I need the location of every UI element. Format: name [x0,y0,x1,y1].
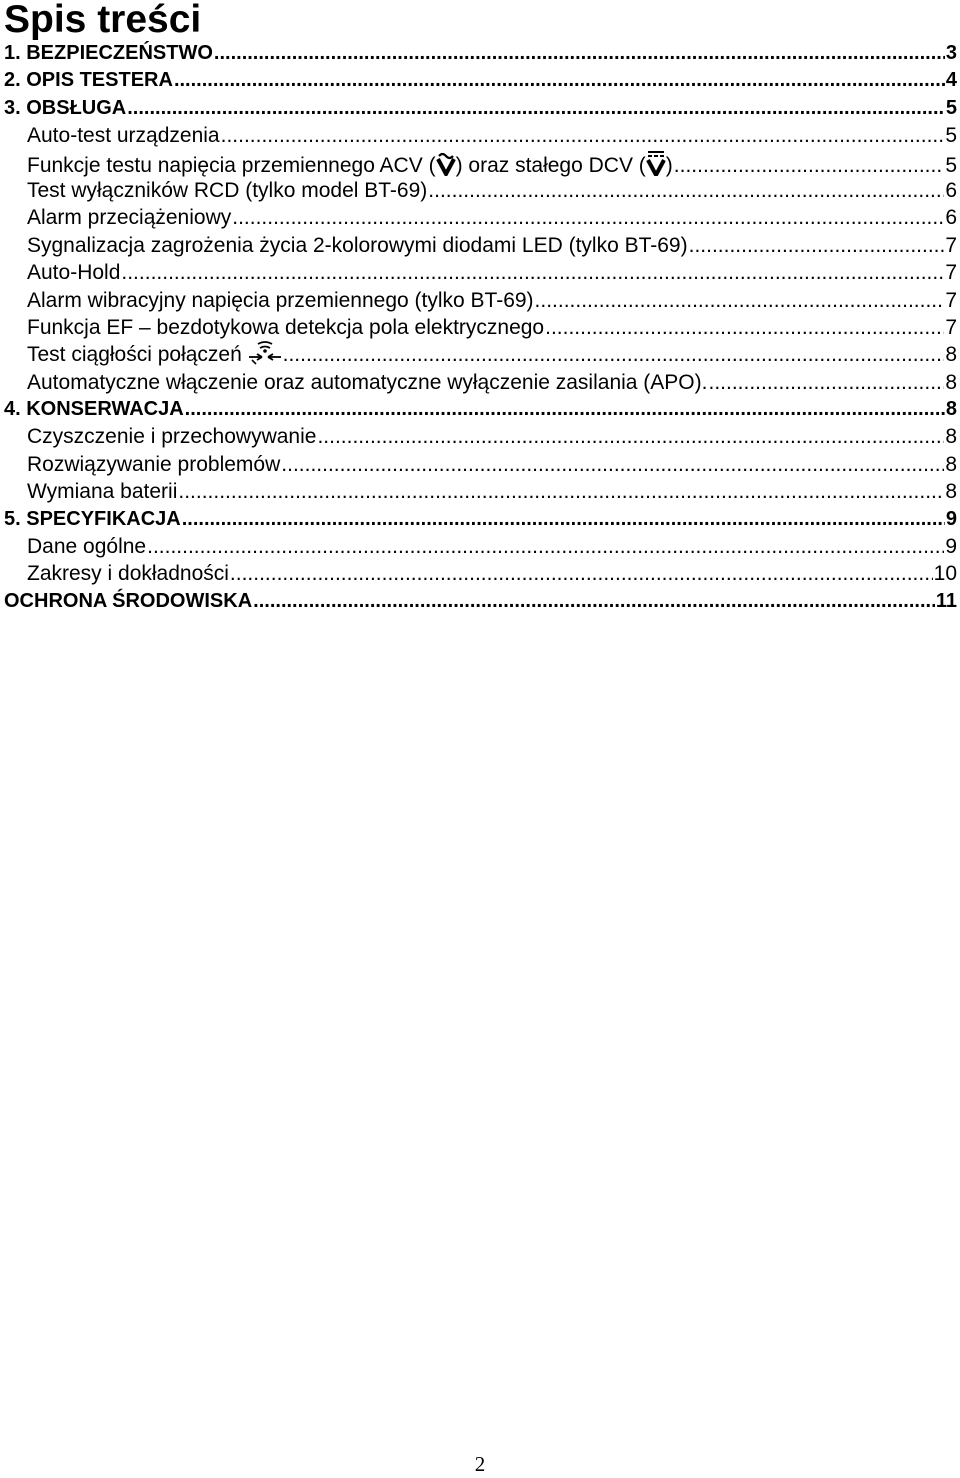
toc-entry-auto-test[interactable] [0,122,957,149]
dot-leader [674,152,945,179]
toc-entry-text: Wymiana baterii [27,480,178,504]
toc-entry-text: 4. KONSERWACJA [4,398,184,421]
page-number-footer: 2 [474,1452,486,1476]
toc-entry-text: Zakresy i dokładności [27,562,229,586]
toc-page-number: 8 [945,343,957,367]
toc-entry-text: 3. OBSŁUGA [4,96,127,119]
toc-entry-test-ciaglosci[interactable] [0,341,957,368]
dot-leader [708,369,944,396]
toc-entry-obsluga[interactable] [0,95,957,122]
toc-entry-text-part: Funkcje testu napięcia przemiennego ACV ( [27,153,436,177]
toc-entry-text: Czyszczenie i przechowywanie [27,425,317,449]
dot-leader [253,588,935,615]
dot-leader [185,396,945,423]
toc-page-number: 7 [945,261,957,285]
toc-page-number: 6 [945,178,957,202]
toc-entry-text: Auto-Hold [27,261,121,285]
dot-leader [428,177,944,204]
toc-entry-text: 5. SPECYFIKACJA [4,507,181,530]
toc-page-number: 7 [945,288,957,312]
toc-page-number: 8 [945,425,957,449]
toc-entry-text: OCHRONA ŚRODOWISKA [4,589,253,612]
toc-page-number: 9 [945,535,957,559]
toc-entry-konserwacja[interactable] [0,396,957,423]
toc-entry-auto-hold[interactable] [0,259,957,286]
toc-entry-rozwiazywanie-problemow[interactable] [0,451,957,478]
toc-entry-ochrona-srodowiska[interactable] [0,588,957,615]
toc-entry-funkcja-ef[interactable] [0,314,957,341]
toc-entry-text: Funkcja EF – bezdotykowa detekcja pola elektrycznego [27,315,545,339]
dot-leader [147,533,944,560]
toc-entry-text-part: ) [665,153,673,177]
toc-entry-alarm-przeciazeniowy[interactable] [0,204,957,231]
toc-entry-text-part: ) oraz stałego DCV ( [455,153,646,177]
toc-entry-text: Alarm wibracyjny napięcia przemiennego (tylko BT-69) [27,288,534,312]
toc-page-number: 8 [945,452,957,476]
toc-page-number: 10 [933,562,957,586]
toc-page-number: 6 [945,206,957,230]
toc-entry-text: Test wyłączników RCD (tylko model BT-69) [27,178,428,202]
dot-leader [182,506,945,533]
toc-page-number: 5 [945,96,957,119]
toc-entry-zakresy[interactable] [0,560,957,587]
toc-entry-text: 1. BEZPIECZEŃSTWO [4,42,213,64]
toc-entry-text: Rozwiązywanie problemów [27,452,281,476]
dot-leader [545,314,944,341]
toc-entry-opis-testera[interactable] [0,67,957,94]
toc-title: Spis treści [4,0,202,41]
toc-entry-text: Auto-test urządzenia [27,124,220,148]
table-of-contents [0,40,957,615]
dot-leader [178,478,944,505]
dot-leader [317,423,944,450]
toc-page-number: 8 [945,370,957,394]
toc-entry-text [27,150,673,179]
toc-entry-czyszczenie[interactable] [0,423,957,450]
toc-page-number: 5 [945,153,957,177]
toc-entry-text [27,341,282,368]
toc-entry-text: 2. OPIS TESTERA [4,69,173,92]
continuity-buzzer-icon [248,341,282,365]
toc-entry-dane-ogolne[interactable] [0,533,957,560]
toc-page-number: 7 [945,233,957,257]
toc-entry-wymiana-baterii[interactable] [0,478,957,505]
toc-entry-apo[interactable] [0,369,957,396]
toc-page-number: 5 [945,124,957,148]
toc-entry-text: Alarm przeciążeniowy [27,206,232,230]
ac-voltage-icon [436,152,456,176]
toc-entry-test-rcd[interactable] [0,177,957,204]
toc-entry-acv-dcv[interactable] [0,150,957,177]
dot-leader [281,451,944,478]
toc-entry-text-part: Test ciągłości połączeń [27,343,242,367]
dc-voltage-icon [646,150,666,176]
toc-page-number: 8 [945,398,957,421]
toc-entry-text: Automatyczne włączenie oraz automatyczne wyłączenie zasilania (APO). [27,370,708,394]
toc-entry-text: Sygnalizacja zagrożenia życia 2-kolorowymi diodami LED (tylko BT-69) [27,233,688,257]
dot-leader [283,341,945,368]
dot-leader [230,560,933,587]
toc-page-number: 9 [945,507,957,530]
toc-page-number: 3 [945,42,957,64]
dot-leader [689,232,945,259]
dot-leader [535,287,945,314]
toc-entry-bezpieczenstwo[interactable] [0,40,957,67]
dot-leader [174,67,945,94]
dot-leader [221,122,945,149]
dot-leader [214,40,945,67]
toc-entry-specyfikacja[interactable] [0,506,957,533]
dot-leader [121,259,944,286]
toc-entry-alarm-wibracyjny[interactable] [0,287,957,314]
toc-entry-sygnalizacja-led[interactable] [0,232,957,259]
dot-leader [127,95,945,122]
dot-leader [232,204,944,231]
toc-page-number: 7 [945,315,957,339]
toc-page-number: 4 [945,69,957,92]
toc-page-number: 8 [945,480,957,504]
toc-page-number: 11 [935,589,957,612]
toc-entry-text: Dane ogólne [27,535,147,559]
